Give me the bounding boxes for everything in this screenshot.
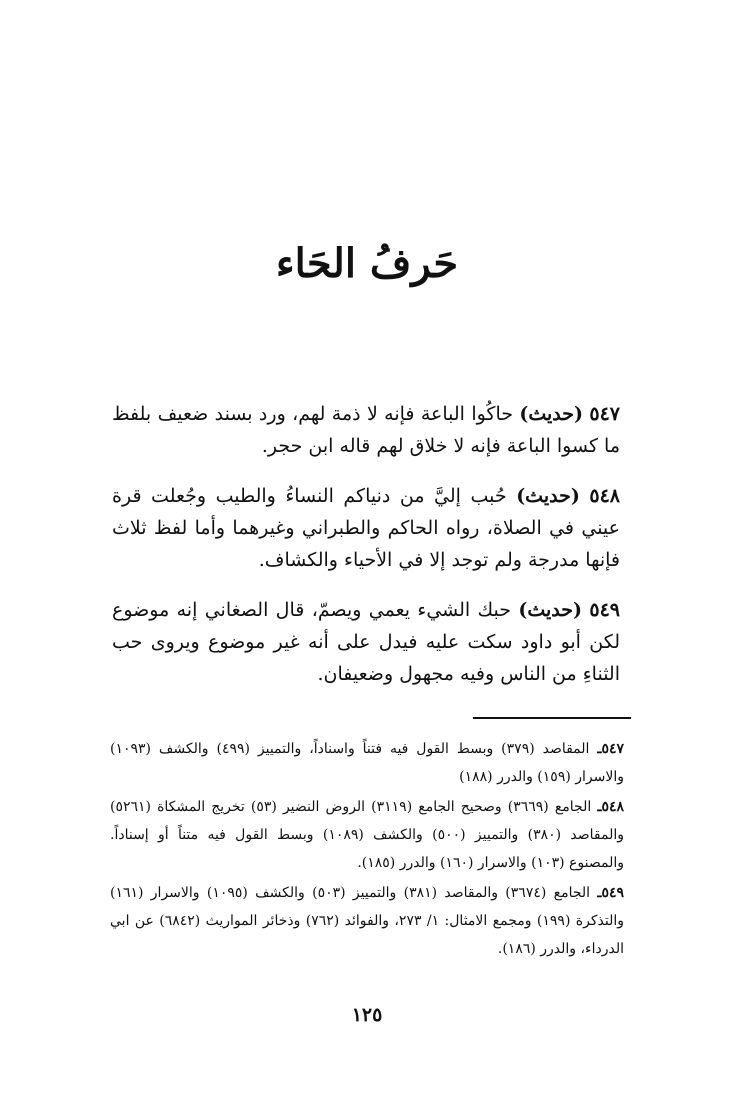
footnote-number: ٥٤٧ـ [597,741,625,757]
entry-number: ٥٤٧ [589,403,620,425]
entry-text: حاكُوا الباعة فإنه لا ذمة لهم، ورد بسند ضعيف بلفظ ما كسوا الباعة فإنه لا خلاق لهم قاله ابن حجر. [112,403,620,457]
entry-number: ٥٤٩ [589,599,620,621]
hadith-entry-549 [112,594,620,690]
entry-number: ٥٤٨ [589,485,621,507]
section-title: حَرفُ الحَاء [275,240,459,287]
footnote-549 [110,879,624,963]
page-number: ١٢٥ [351,1004,383,1026]
hadith-entry-548 [112,480,620,576]
hadith-entry-547 [112,398,620,462]
footnote-divider [473,717,631,719]
footnote-text: الجامع (٣٦٦٩) وصحيح الجامع (٣١١٩) الروض النضير (٥٣) تخريج المشكاة (٥٢٦١) والمقاصد (٣٨٠) والتمييز (٥٠٠) والكشف (١٠٨٩) وبسط القول فيه متناً أو إسناداً. والمصنوع (١٠٣) والاسرار (١٦٠) والدرر (١٨٥). [110,799,624,871]
footnote-548 [110,793,624,877]
footnotes [110,735,624,965]
footnote-number: ٥٤٨ـ [597,799,624,815]
footnote-547 [110,735,624,791]
entry-tag: (حديث) [519,403,584,425]
main-text [112,398,620,708]
footnote-text: المقاصد (٣٧٩) وبسط القول فيه فتناً واسناداً، والتمييز (٤٩٩) والكشف (١٠٩٣) والاسرار (١٥٩) والدرر (١٨٨) [110,741,624,785]
entry-tag: (حديث) [518,599,583,621]
footnote-number: ٥٤٩ـ [597,885,625,901]
footnote-text: الجامع (٣٦٧٤) والمقاصد (٣٨١) والتمييز (٥٠٣) والكشف (١٠٩٥) والاسرار (١٦١) والتذكرة (١٩٩) ومجمع الامثال: ١/ ٢٧٣، والفوائد (٧٦٢) وذخائر المواريث (٦٨٤٢) عن ابي الدرداء، والدرر (١٨٦). [110,885,625,957]
entry-tag: (حديث) [516,485,580,507]
entry-text: حبك الشيء يعمي ويصمّ، قال الصغاني إنه موضوع لكن أبو داود سكت عليه فيدل على أنه غير موضوع ويروى حب الثناءِ من الناس وفيه مجهول وضعيفان. [112,599,620,685]
entry-text: حُبب إليَّ من دنياكم النساءُ والطيب وجُعلت قرة عيني في الصلاة، رواه الحاكم والطبراني وغيرهما وأما لفظ ثلاث فإنها مدرجة ولم توجد إلا في الأحياء والكشاف. [112,485,620,571]
